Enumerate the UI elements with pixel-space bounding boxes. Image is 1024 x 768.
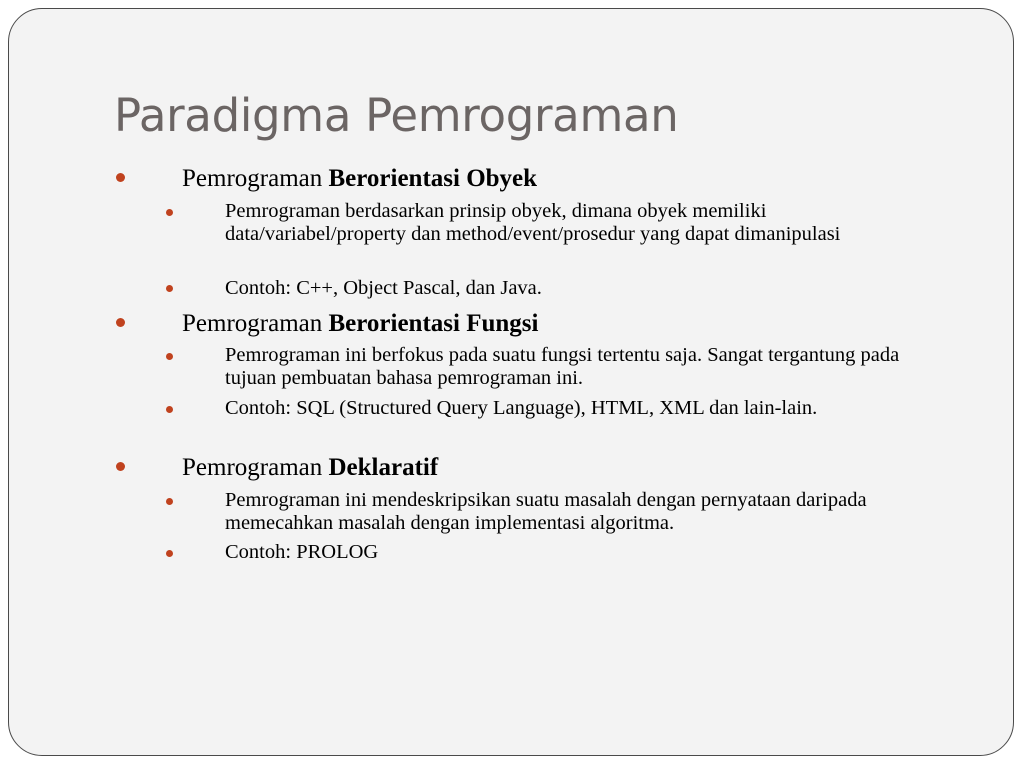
list-item: Contoh: C++, Object Pascal, dan Java.	[225, 277, 542, 299]
sub-bullet-icon	[166, 209, 173, 216]
list-item: Contoh: SQL (Structured Query Language), HTML, XML dan lain-lain.	[225, 397, 818, 419]
section-heading-prefix: Pemrograman	[182, 310, 329, 337]
sub-bullet-icon	[166, 498, 173, 505]
list-item: Contoh: PROLOG	[225, 541, 379, 563]
section-heading	[182, 454, 438, 482]
sub-bullet-icon	[166, 353, 173, 360]
list-item: Pemrograman ini mendeskripsikan suatu masalah dengan pernyataan daripada memecahkan masalah dengan implementasi algoritma.	[225, 489, 867, 534]
section-heading-prefix: Pemrograman	[182, 454, 329, 481]
section-heading-emphasis: Deklaratif	[328, 454, 439, 481]
section-heading-emphasis: Berorientasi Obyek	[328, 165, 538, 192]
section-heading-emphasis: Berorientasi Fungsi	[328, 310, 539, 337]
list-item: Pemrograman ini berfokus pada suatu fungsi tertentu saja. Sangat tergantung pada tujuan pembuatan bahasa pemrograman ini.	[225, 344, 900, 389]
slide	[8, 8, 1014, 756]
slide-title: Paradigma Pemrograman	[114, 89, 679, 142]
bullet-icon	[116, 318, 125, 327]
section-heading	[182, 165, 537, 193]
sub-bullet-icon	[166, 550, 173, 557]
sub-bullet-icon	[166, 285, 173, 292]
sub-bullet-icon	[166, 406, 173, 413]
section-heading	[182, 310, 538, 338]
bullet-icon	[116, 173, 125, 182]
list-item: Pemrograman berdasarkan prinsip obyek, dimana obyek memiliki data/variabel/property dan method/event/prosedur yang dapat dimanipulasi	[225, 200, 841, 245]
bullet-icon	[116, 462, 125, 471]
section-heading-prefix: Pemrograman	[182, 165, 329, 192]
